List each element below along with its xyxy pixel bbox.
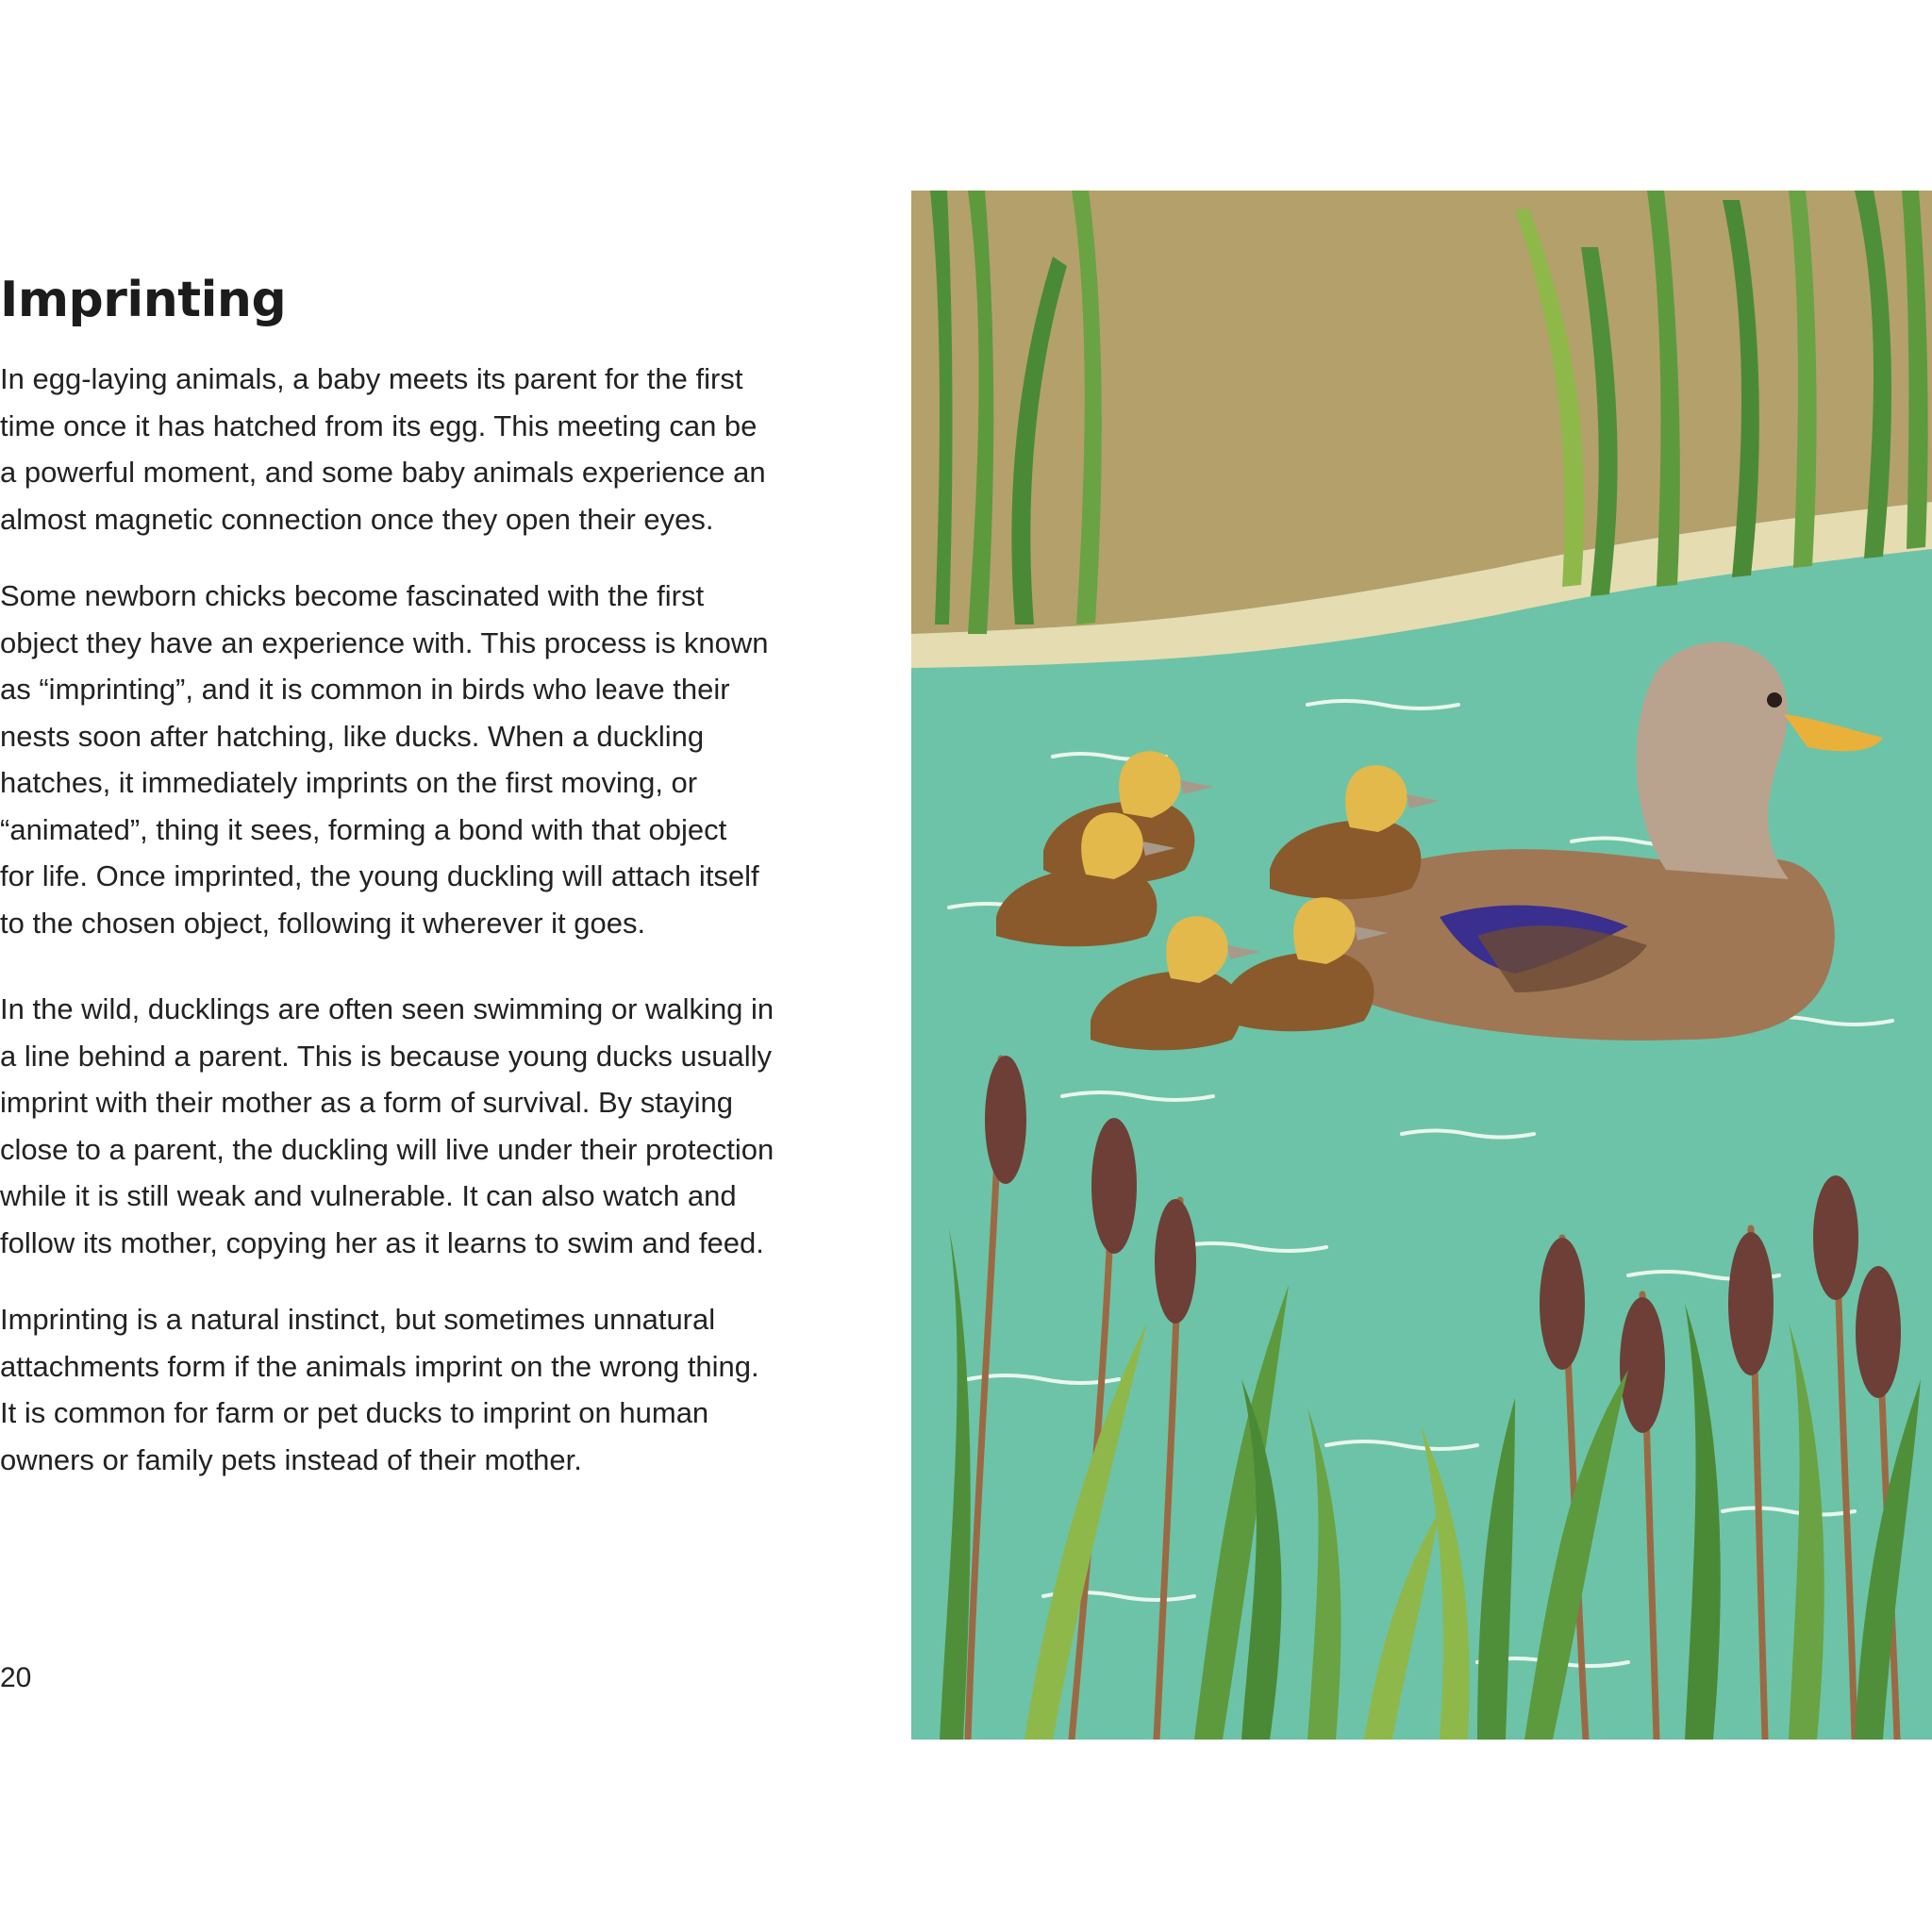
paragraph-2: Some newborn chicks become fascinated with the first object they have an experience with. This process is known as “imprinting”, and it is common in birds who leave their nests soon after hatching, like ducks. When a duckling hatches, it immediately imprints on the first moving, or “animated”, thing it sees, forming a bond with that object for life. Once imprinted, the young duckling will attach itself to the chosen object, following it wherever it goes. bbox=[0, 579, 769, 940]
paragraph-4: Imprinting is a natural instinct, but sometimes unnatural attachments form if the animals imprint on the wrong thing. It is common for farm or pet ducks to imprint on human owners or family pets instead of their mother. bbox=[0, 1303, 759, 1476]
page-heading: Imprinting bbox=[0, 272, 287, 328]
text-column bbox=[0, 274, 811, 1513]
page-number: 20 bbox=[0, 1662, 32, 1693]
paragraph-3: In the wild, ducklings are often seen swimming or walking in a line behind a parent. This is because young ducks usually imprint with their mother as a form of survival. By staying close to a parent, the duckling will live under their protection while it is still weak and vulnerable. It can also watch and follow its mother, copying her as it learns to swim and feed. bbox=[0, 992, 774, 1259]
paragraph-1: In egg-laying animals, a baby meets its parent for the first time once it has hatched from its egg. This meeting can be a powerful moment, and some baby animals experience an almost magnetic connection once they open their eyes. bbox=[0, 362, 766, 536]
illustration-svg bbox=[911, 191, 1932, 1740]
duck-pond-illustration bbox=[911, 191, 1932, 1740]
